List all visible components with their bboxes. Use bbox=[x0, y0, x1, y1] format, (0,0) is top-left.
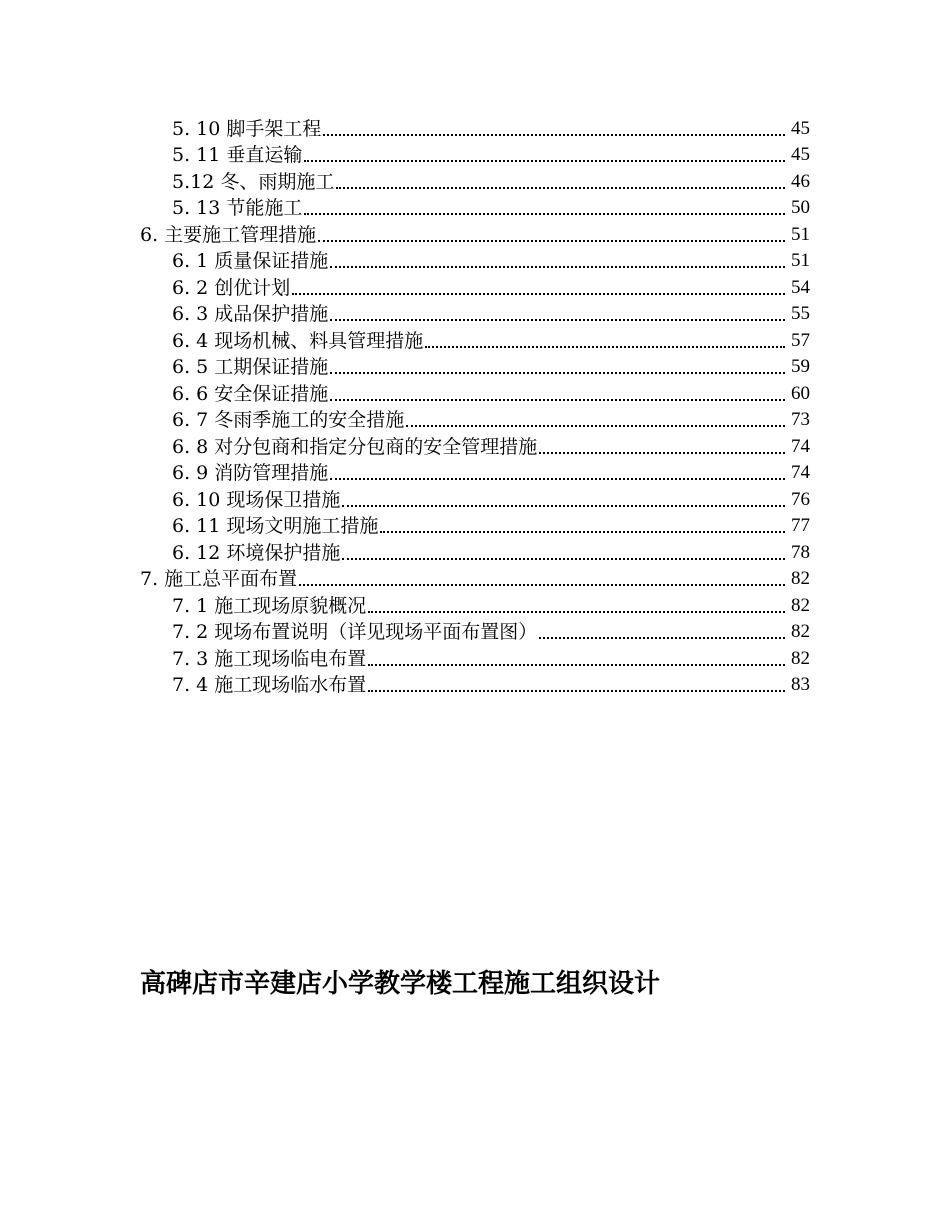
dot-leader bbox=[539, 436, 785, 458]
toc-page-number: 82 bbox=[791, 594, 810, 616]
dot-leader bbox=[330, 356, 785, 378]
toc-page-number: 76 bbox=[791, 488, 810, 510]
toc-page-number: 45 bbox=[791, 144, 810, 165]
dot-leader bbox=[330, 250, 785, 272]
dot-leader bbox=[539, 621, 785, 643]
toc-entry[interactable] bbox=[0, 643, 950, 670]
dot-leader bbox=[330, 462, 785, 484]
toc-entry-title: 5. 13 节能施工 bbox=[172, 197, 303, 219]
toc-page-number: 82 bbox=[791, 568, 810, 589]
dot-leader bbox=[342, 542, 785, 564]
toc-entry[interactable] bbox=[0, 511, 950, 538]
toc-page-number: 60 bbox=[791, 382, 810, 404]
toc-page-number: 45 bbox=[791, 117, 810, 139]
toc-entry[interactable] bbox=[0, 193, 950, 220]
toc-entry[interactable] bbox=[0, 113, 950, 140]
dot-leader bbox=[425, 330, 785, 352]
toc-page-number: 83 bbox=[791, 674, 810, 695]
toc-page-number: 46 bbox=[791, 170, 810, 192]
toc-entry[interactable] bbox=[0, 140, 950, 167]
dot-leader bbox=[330, 303, 785, 325]
toc-page-number: 74 bbox=[791, 435, 810, 457]
toc-entry-title: 6. 4 现场机械、料具管理措施 bbox=[172, 329, 424, 352]
document-title: 高碑店市辛建店小学教学楼工程施工组织设计 bbox=[140, 969, 661, 999]
toc-entry[interactable] bbox=[0, 617, 950, 644]
toc-page-number: 74 bbox=[791, 462, 810, 483]
toc-page-number: 55 bbox=[791, 303, 810, 324]
toc-page-number: 82 bbox=[791, 621, 810, 642]
dot-leader bbox=[336, 171, 785, 193]
toc-entry[interactable] bbox=[0, 246, 950, 273]
toc-entry[interactable] bbox=[0, 590, 950, 617]
toc-entry[interactable] bbox=[0, 670, 950, 697]
toc-entry-title: 6. 10 现场保卫措施 bbox=[172, 488, 341, 511]
dot-leader bbox=[304, 144, 785, 166]
toc-entry[interactable] bbox=[0, 272, 950, 299]
toc-entry-title: 7. 施工总平面布置 bbox=[140, 568, 298, 590]
toc-page-number: 51 bbox=[791, 250, 810, 271]
table-of-contents bbox=[0, 113, 950, 696]
toc-entry-title: 5. 11 垂直运输 bbox=[172, 144, 303, 166]
toc-entry-title: 6. 6 安全保证措施 bbox=[172, 382, 329, 405]
dot-leader bbox=[318, 224, 785, 246]
toc-page-number: 59 bbox=[791, 356, 810, 377]
toc-entry[interactable] bbox=[0, 219, 950, 246]
toc-entry-title: 7. 2 现场布置说明（详见现场平面布置图） bbox=[172, 621, 538, 643]
toc-page-number: 78 bbox=[791, 541, 810, 563]
toc-entry[interactable] bbox=[0, 537, 950, 564]
toc-page-number: 82 bbox=[791, 647, 810, 669]
toc-entry-title: 6. 12 环境保护措施 bbox=[172, 541, 341, 564]
toc-entry[interactable] bbox=[0, 299, 950, 326]
dot-leader bbox=[330, 383, 785, 405]
toc-entry[interactable] bbox=[0, 484, 950, 511]
dot-leader bbox=[380, 515, 785, 537]
toc-page-number: 57 bbox=[791, 329, 810, 351]
toc-entry-title: 6. 11 现场文明施工措施 bbox=[172, 515, 379, 537]
toc-entry[interactable] bbox=[0, 325, 950, 352]
dot-leader bbox=[323, 118, 785, 140]
toc-entry[interactable] bbox=[0, 458, 950, 485]
dot-leader bbox=[304, 197, 785, 219]
toc-entry[interactable] bbox=[0, 431, 950, 458]
toc-entry-title: 5.12 冬、雨期施工 bbox=[172, 170, 335, 193]
toc-entry-title: 7. 1 施工现场原貌概况 bbox=[172, 594, 367, 617]
toc-entry-title: 6. 7 冬雨季施工的安全措施 bbox=[172, 409, 405, 431]
toc-entry-title: 6. 2 创优计划 bbox=[172, 276, 291, 299]
dot-leader bbox=[368, 674, 785, 696]
toc-entry[interactable] bbox=[0, 166, 950, 193]
dot-leader bbox=[299, 568, 785, 590]
toc-entry-title: 5. 10 脚手架工程 bbox=[172, 117, 322, 140]
dot-leader bbox=[342, 489, 785, 511]
toc-entry-title: 6. 5 工期保证措施 bbox=[172, 356, 329, 378]
toc-entry-title: 6. 主要施工管理措施 bbox=[140, 223, 317, 246]
toc-page-number: 73 bbox=[791, 409, 810, 430]
toc-entry-title: 6. 9 消防管理措施 bbox=[172, 462, 329, 484]
dot-leader bbox=[292, 277, 785, 299]
toc-entry-title: 6. 1 质量保证措施 bbox=[172, 250, 329, 272]
toc-entry-title: 6. 3 成品保护措施 bbox=[172, 303, 329, 325]
dot-leader bbox=[368, 648, 785, 670]
toc-entry-title: 7. 4 施工现场临水布置 bbox=[172, 674, 367, 696]
toc-entry[interactable] bbox=[0, 564, 950, 591]
dot-leader bbox=[368, 595, 785, 617]
toc-entry[interactable] bbox=[0, 378, 950, 405]
toc-entry[interactable] bbox=[0, 352, 950, 379]
dot-leader bbox=[406, 409, 785, 431]
toc-page-number: 50 bbox=[791, 197, 810, 218]
toc-page-number: 51 bbox=[791, 223, 810, 245]
toc-page-number: 77 bbox=[791, 515, 810, 536]
toc-entry-title: 6. 8 对分包商和指定分包商的安全管理措施 bbox=[172, 435, 538, 458]
toc-entry[interactable] bbox=[0, 405, 950, 432]
toc-entry-title: 7. 3 施工现场临电布置 bbox=[172, 647, 367, 670]
toc-page-number: 54 bbox=[791, 276, 810, 298]
